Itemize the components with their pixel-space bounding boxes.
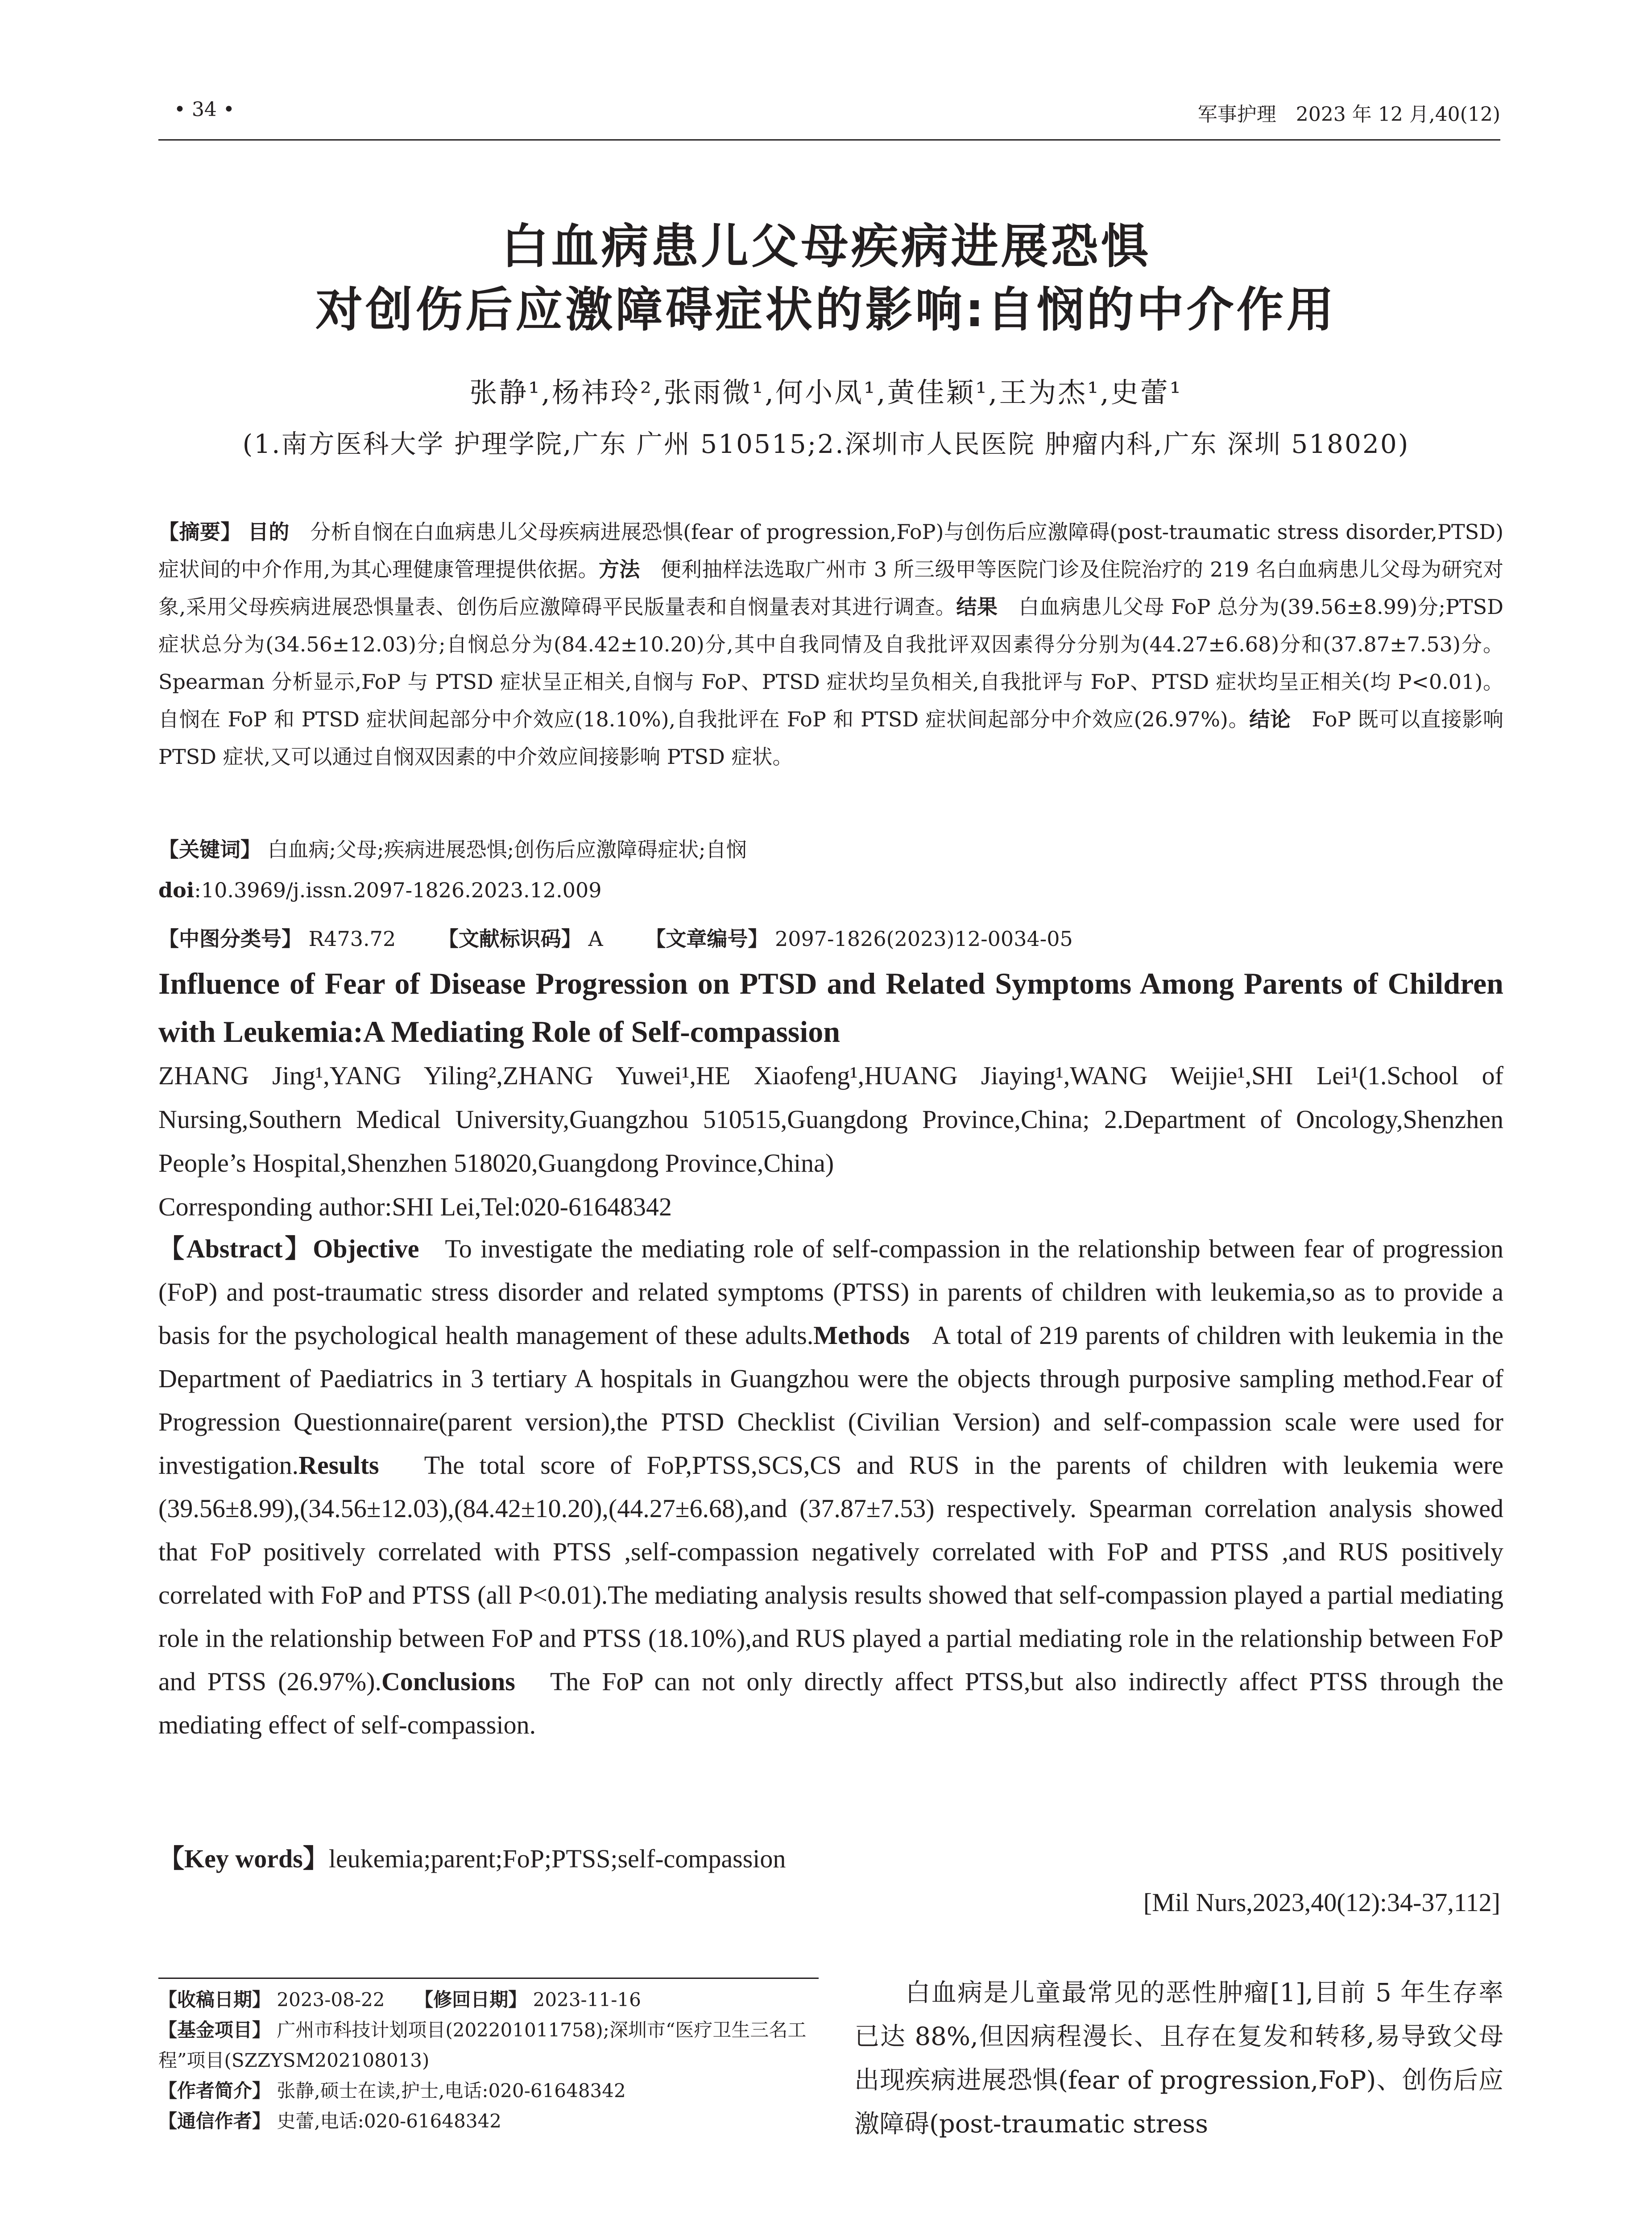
clc-value: R473.72	[308, 927, 396, 951]
corresponding-author-en: Corresponding author:SHI Lei,Tel:020-61648342	[158, 1192, 672, 1221]
methods-cn: 便利抽样法选取广州市 3 所三级甲等医院门诊及住院治疗的 219 名白血病患儿父母为研究对象,采用父母疾病进展恐惧量表、创伤后应激障碍平民版量表和自悯量表对其进行调查。	[158, 557, 1504, 619]
article-no-value: 2097-1826(2023)12-0034-05	[774, 927, 1073, 951]
classification-line	[158, 923, 1503, 952]
citation: [Mil Nurs,2023,40(12):34-37,112]	[1143, 1888, 1500, 1917]
methods-en: A total of 219 parents of children with leukemia in the Department of Paediatrics in 3 tertiary A hospitals in Guangzhou were the objects through purposive sampling method.Fear of Progression Questionnaire(parent version),the PTSD Checklist (Civilian Version) and self-compassion scale were used for investigation.	[158, 1321, 1503, 1480]
title-en: Influence of Fear of Disease Progression on PTSD and Related Symptoms Among Parents of Children with Leukemia:A Mediating Role of Self-compassion	[158, 966, 1503, 1049]
funding-text: 广州市科技计划项目(202201011758);深圳市“医疗卫生三名工程”项目(SZZYSM202108013)	[158, 2019, 807, 2071]
objective-en: To investigate the mediating role of self-compassion in the relationship between fear of progression (FoP) and post-traumatic stress disorder and related symptoms (PTSS) in parents of children with leukemia,so as to provide a basis for the psychological health management of these adults.	[158, 1234, 1503, 1350]
authors-cn: 张静¹,杨祎玲²,张雨微¹,何小凤¹,黄佳颖¹,王为杰¹,史蕾¹	[469, 376, 1183, 409]
funding-label: 【基金项目】	[158, 2019, 271, 2041]
keywords-cn-label: 【关键词】	[158, 838, 261, 862]
body-intro-text: 白血病是儿童最常见的恶性肿瘤[1],目前 5 年生存率已达 88%,但因病程漫长、且存在复发和转移,易导致父母出现疾病进展恐惧(fear of progression,FoP)、创伤后应激障碍(post-traumatic stress	[854, 1978, 1503, 2139]
footnote-corresponding	[158, 2106, 828, 2136]
footnote-funding	[158, 2015, 828, 2076]
doi-label: doi	[158, 878, 195, 902]
objective-cn-label: 目的	[248, 520, 290, 544]
abstract-cn-label: 【摘要】	[158, 520, 241, 544]
keywords-en	[158, 1837, 1503, 1875]
revised-date: 2023-11-16	[533, 1989, 641, 2011]
received-date: 2023-08-22	[277, 1989, 385, 2011]
methods-en-label: Methods	[813, 1321, 910, 1350]
doi-line	[158, 878, 1503, 902]
affiliation-cn: (1.南方医科大学 护理学院,广东 广州 510515;2.深圳市人民医院 肿瘤内科,广东 深圳 518020)	[242, 429, 1410, 459]
keywords-cn-text: 白血病;父母;疾病进展恐惧;创伤后应激障碍症状;自悯	[267, 838, 747, 862]
header-rule	[158, 139, 1500, 141]
title-cn-line2: 对创伤后应激障碍症状的影响:自悯的中介作用	[315, 282, 1337, 337]
conclusions-en: The FoP can not only directly affect PTSS,but also indirectly affect PTSS through the mediating effect of self-compassion.	[158, 1667, 1504, 1739]
article-no-label: 【文章编号】	[645, 927, 769, 951]
author-bio-label: 【作者简介】	[158, 2080, 271, 2102]
author-bio-text: 张静,硕士在读,护士,电话:020-61648342	[277, 2080, 626, 2102]
footnotes	[158, 1985, 828, 2136]
objective-en-label: Objective	[313, 1234, 419, 1263]
corresponding-label: 【通信作者】	[158, 2110, 271, 2132]
abstract-cn	[158, 513, 1503, 775]
objective-cn: 分析自悯在白血病患儿父母疾病进展恐惧(fear of progression,FoP)与创伤后应激障碍(post-traumatic stress disorder,PTSD)症状间的中介作用,为其心理健康管理提供依据。	[158, 520, 1504, 581]
results-cn: 白血病患儿父母 FoP 总分为(39.56±8.99)分;PTSD 症状总分为(34.56±12.03)分;自悯总分为(84.42±10.20)分,其中自我同情及自我批评双因素得分分别为(44.27±6.68)分和(37.87±7.53)分。Spearman 分析显示,FoP 与 PTSD 症状呈正相关,自悯与 FoP、PTSD 症状均呈负相关,自我批评与 FoP、PTSD 症状均呈正相关(均 P<0.01)。自悯在 FoP 和 PTSD 症状间起部分中介效应(18.10%),自我批评在 FoP 和 PTSD 症状间起部分中介效应(26.97%)。	[158, 595, 1504, 731]
footnote-author-bio	[158, 2076, 828, 2106]
body-intro	[854, 1971, 1503, 2146]
results-en-label: Results	[298, 1451, 379, 1480]
methods-cn-label: 方法	[599, 557, 640, 581]
conclusion-cn: FoP 既可以直接影响 PTSD 症状,又可以通过自悯双因素的中介效应间接影响 PTSD 症状。	[158, 707, 1504, 769]
received-label: 【收稿日期】	[158, 1989, 271, 2011]
results-cn-label: 结果	[956, 595, 998, 619]
doc-code-value: A	[588, 927, 603, 951]
conclusions-en-label: Conclusions	[381, 1667, 515, 1696]
doc-code-label: 【文献标识码】	[438, 927, 582, 951]
revised-label: 【修回日期】	[414, 1989, 527, 2011]
abstract-en	[158, 1227, 1503, 1746]
keywords-en-text: leukemia;parent;FoP;PTSS;self-compassion	[328, 1844, 786, 1873]
footnote-rule	[158, 1978, 819, 1979]
keywords-cn	[158, 834, 1503, 863]
results-en: The total score of FoP,PTSS,SCS,CS and RUS in the parents of children with leukemia were (39.56±8.99),(34.56±12.03),(84.42±10.20),(44.27±6.68),and (37.87±7.53) respectively. Spearman correlation analysis showed that FoP positively correlated with PTSS ,self-compassion negatively correlated with FoP and PTSS ,and RUS positively correlated with FoP and PTSS (all P<0.01).The mediating analysis results showed that self-compassion played a partial mediating role in the relationship between FoP and PTSS (18.10%),and RUS played a partial mediating role in the relationship between FoP and PTSS (26.97%).	[158, 1451, 1503, 1696]
abstract-en-label: 【Abstract】	[158, 1234, 313, 1263]
journal-header: 军事护理 2023 年 12 月,40(12)	[1197, 103, 1500, 126]
page-number: • 34 •	[174, 98, 235, 121]
footnote-dates	[158, 1985, 828, 2015]
authors-en	[158, 1054, 1503, 1229]
keywords-en-label: 【Key words】	[158, 1844, 329, 1873]
corresponding-text: 史蕾,电话:020-61648342	[277, 2110, 502, 2132]
clc-label: 【中图分类号】	[158, 927, 302, 951]
doi-text: :10.3969/j.issn.2097-1826.2023.12.009	[194, 878, 602, 902]
title-cn-line1: 白血病患儿父母疾病进展恐惧	[501, 219, 1151, 274]
authors-affiliation-en: ZHANG Jing¹,YANG Yiling²,ZHANG Yuwei¹,HE Xiaofeng¹,HUANG Jiaying¹,WANG Weijie¹,SHI Lei¹(1.School of Nursing,Southern Medical University,Guangzhou 510515,Guangdong Province,China; 2.Department of Oncology,Shenzhen People’s Hospital,Shenzhen 518020,Guangdong Province,China)	[158, 1061, 1503, 1178]
conclusion-cn-label: 结论	[1249, 707, 1291, 731]
